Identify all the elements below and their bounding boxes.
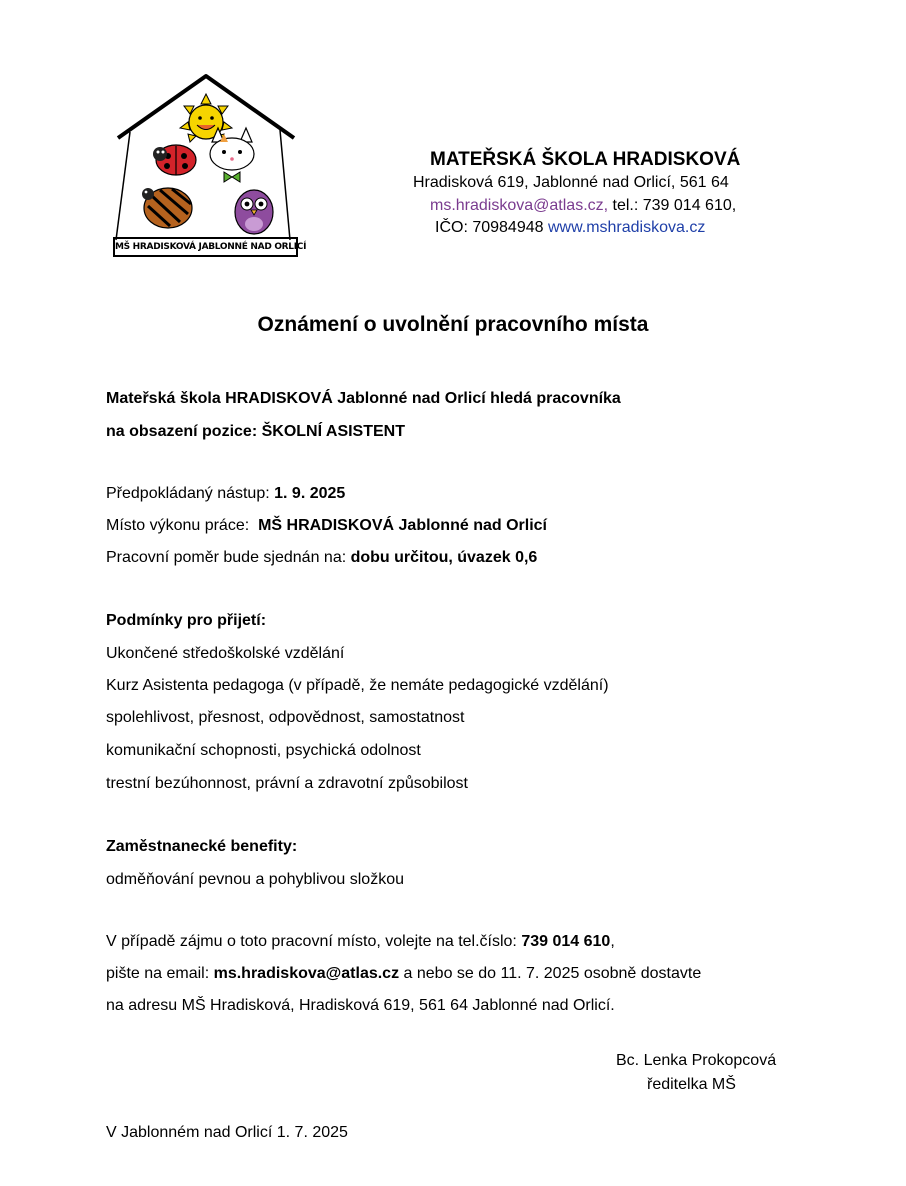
- workplace-value: MŠ HRADISKOVÁ Jablonné nad Orlicí: [258, 517, 547, 534]
- signature-name: Bc. Lenka Prokopcová: [616, 1052, 777, 1069]
- start-value: 1. 9. 2025: [274, 485, 346, 502]
- page-title: Oznámení o uvolnění pracovního místa: [257, 313, 649, 336]
- condition-item: Ukončené středoškolské vzdělání: [106, 645, 345, 662]
- header-email-link[interactable]: ms.hradiskova@atlas.cz,: [430, 197, 609, 214]
- header-website-link[interactable]: www.mshradiskova.cz: [547, 219, 706, 236]
- intro-line-2: na obsazení pozice: ŠKOLNÍ ASISTENT: [106, 423, 405, 440]
- condition-item: trestní bezúhonnost, právní a zdravotní způsobilost: [106, 775, 468, 792]
- contact-phone: 739 014 610: [521, 933, 611, 950]
- contact-line-1: [106, 933, 615, 951]
- intro-line-1: Mateřská škola HRADISKOVÁ Jablonné nad Orlicí hledá pracovníka: [106, 390, 621, 407]
- contract-label: Pracovní poměr bude sjednán na:: [106, 549, 351, 566]
- contact-end-1: ,: [610, 933, 615, 950]
- cat-icon: [210, 128, 254, 182]
- date-line: V Jablonném nad Orlicí 1. 7. 2025: [106, 1124, 348, 1141]
- header-phone: tel.: 739 014 610,: [608, 197, 737, 214]
- header-contact: [430, 197, 736, 215]
- logo-house-drawing: [108, 72, 304, 262]
- start-label: Předpokládaný nástup:: [106, 485, 275, 502]
- ladybug-icon: [153, 145, 196, 175]
- contract-line: [106, 549, 537, 567]
- school-logo: [108, 72, 304, 262]
- owl-icon: [235, 190, 273, 234]
- conditions-heading: Podmínky pro přijetí:: [106, 612, 267, 629]
- header-ico: IČO: 70984948: [435, 219, 548, 236]
- contact-line-3: na adresu MŠ Hradisková, Hradisková 619, 561 64 Jablonné nad Orlicí.: [106, 997, 615, 1014]
- contact-text-1: V případě zájmu o toto pracovní místo, volejte na tel.číslo:: [106, 933, 522, 950]
- contact-end-2: a nebo se do 11. 7. 2025 osobně dostavte: [399, 965, 702, 982]
- school-name: MATEŘSKÁ ŠKOLA HRADISKOVÁ: [430, 149, 741, 170]
- condition-item: Kurz Asistenta pedagoga (v případě, že nemáte pedagogické vzdělání): [106, 677, 609, 694]
- signature-role: ředitelka MŠ: [647, 1076, 736, 1093]
- condition-item: komunikační schopnosti, psychická odolnost: [106, 742, 421, 759]
- contact-text-2: pište na email:: [106, 965, 214, 982]
- benefits-text: odměňování pevnou a pohyblivou složkou: [106, 871, 404, 888]
- start-date-line: [106, 485, 345, 503]
- condition-item: spolehlivost, přesnost, odpovědnost, samostatnost: [106, 709, 465, 726]
- benefits-heading: Zaměstnanecké benefity:: [106, 838, 298, 855]
- contact-line-2: [106, 965, 701, 983]
- school-address: Hradisková 619, Jablonné nad Orlicí, 561 64: [413, 174, 729, 191]
- contact-email[interactable]: ms.hradiskova@atlas.cz: [213, 965, 400, 982]
- contract-value: dobu určitou, úvazek 0,6: [350, 549, 538, 566]
- workplace-line: [106, 517, 547, 535]
- workplace-label: Místo výkonu práce:: [106, 517, 259, 534]
- header-ico-line: [435, 219, 705, 237]
- beetle-icon: [142, 188, 192, 228]
- logo-caption: MŠ HRADISKOVÁ JABLONNÉ NAD ORLICÍ: [113, 237, 298, 257]
